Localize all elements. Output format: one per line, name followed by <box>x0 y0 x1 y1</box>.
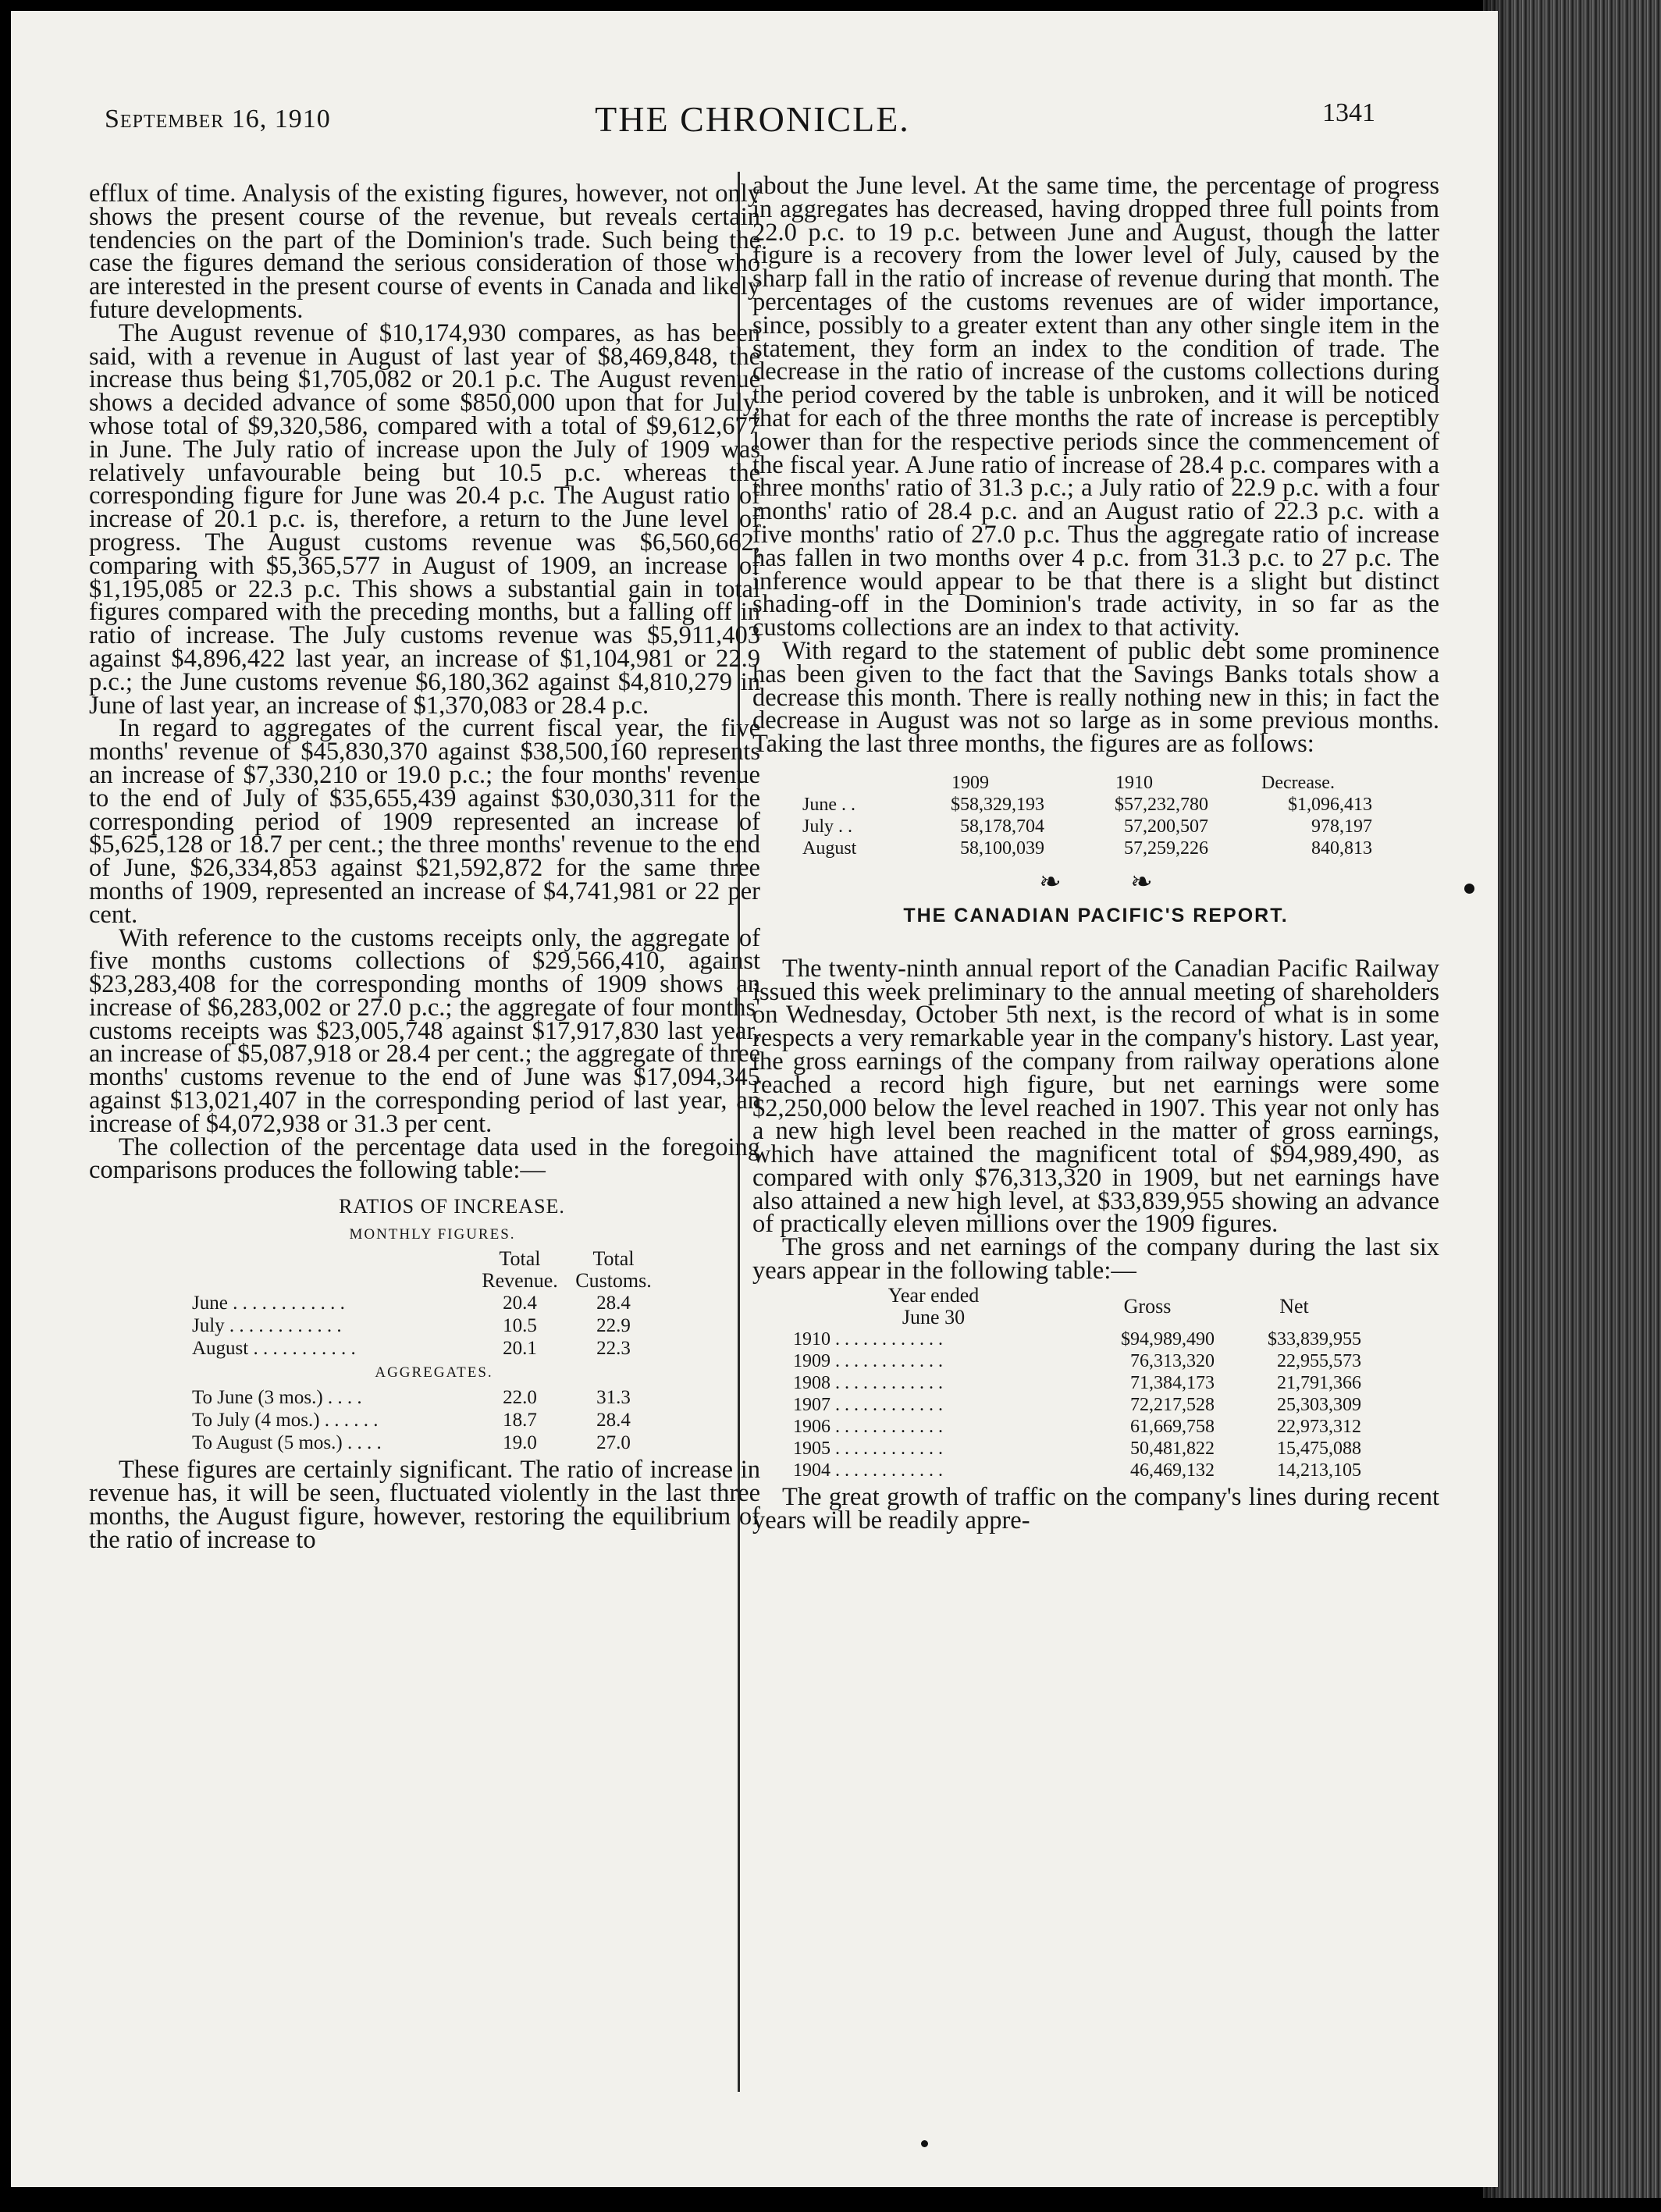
cell-1909: $58,329,193 <box>951 794 1044 815</box>
column-header-line: Revenue. <box>482 1269 558 1293</box>
row-label: To July (4 mos.) . . . . . . <box>192 1410 379 1431</box>
table-row <box>802 794 1380 816</box>
column-header: 1910 <box>1115 772 1153 793</box>
table-row <box>793 1350 1368 1372</box>
cell-customs: 31.3 <box>596 1387 631 1409</box>
row-label: To June (3 mos.) . . . . <box>192 1387 362 1409</box>
paragraph: The August revenue of $10,174,930 compares, as has been said, with a revenue in August of last year of $8,469,848, the increase thus being $1,705,082 or 20.1 p.c. The August revenue shows a decided advance of some $850,000 upon that for July, whose total of $9,320,586, compared with a total of $9,612,677 in June. The July ratio of increase upon the July of 1909 was relatively unfavourable being but 10.5 p.c. whereas the corresponding figure for June was 20.4 p.c. The August ratio of increase of 20.1 p.c. is, therefore, a return to the June level of progress. The August customs revenue was $6,560,662, comparing with $5,365,577 in August of 1909, an increase of $1,195,085 or 22.3 p.c. This shows a substantial gain in total figures compared with the preceding months, but a falling off in ratio of increase. The July customs revenue was $5,911,403 against $4,896,422 last year, an increase of $1,104,981 or 22.9 p.c.; the June customs revenue $6,180,362 against $4,810,279 in June of last year, an increase of $1,370,083 or 28.4 p.c. <box>89 318 760 720</box>
cell-decrease: $1,096,413 <box>1288 794 1372 815</box>
article-headline: THE CANADIAN PACIFIC'S REPORT. <box>903 904 1289 926</box>
table-row <box>793 1372 1368 1394</box>
table-header-row <box>192 1248 660 1292</box>
cell-gross: $94,989,490 <box>1121 1328 1215 1350</box>
table-row <box>793 1328 1368 1350</box>
cell-customs: 27.0 <box>596 1432 631 1454</box>
table-section-row <box>192 1360 660 1386</box>
table-row <box>192 1386 660 1409</box>
cell-1910: $57,232,780 <box>1115 794 1208 815</box>
row-label: June . . <box>802 794 855 815</box>
table-row <box>192 1337 660 1360</box>
table-row <box>802 816 1380 838</box>
row-label: 1908 . . . . . . . . . . . . <box>793 1372 943 1393</box>
column-header <box>473 1248 567 1292</box>
row-label: To August (5 mos.) . . . . <box>192 1432 382 1454</box>
cell-net: 15,475,088 <box>1277 1438 1361 1459</box>
table-title: RATIOS OF INCREASE. <box>339 1195 565 1218</box>
table-row <box>793 1394 1368 1416</box>
table-row <box>192 1431 660 1454</box>
row-label: June . . . . . . . . . . . . <box>192 1293 345 1314</box>
table-row <box>192 1292 660 1314</box>
cell-gross: 71,384,173 <box>1130 1372 1215 1393</box>
paragraph: These figures are certainly significant. The ratio of increase in revenue has, it will be seen, fluctuated violently in the last three months, the August figure, however, restoring the equilibrium of the ratio of increase to <box>89 1456 760 1554</box>
right-column <box>752 172 1439 2204</box>
column-header <box>567 1248 660 1292</box>
cell-1909: 58,100,039 <box>960 838 1044 859</box>
row-label: 1904 . . . . . . . . . . . . <box>793 1460 943 1481</box>
ratios-table-block <box>89 1192 760 1454</box>
header-date: September 16, 1910 <box>105 105 331 133</box>
cell-gross: 76,313,320 <box>1130 1350 1215 1371</box>
cell-revenue: 10.5 <box>503 1315 537 1337</box>
cell-customs: 22.9 <box>596 1315 631 1337</box>
cell-decrease: 978,197 <box>1311 816 1372 837</box>
page-number: 1341 <box>1322 98 1375 127</box>
cell-revenue: 18.7 <box>503 1410 537 1431</box>
masthead-title: THE CHRONICLE. <box>595 99 910 139</box>
ratios-table <box>192 1248 660 1454</box>
column-header: 1909 <box>951 772 989 793</box>
column-header: Net <box>1279 1294 1309 1318</box>
row-label: 1905 . . . . . . . . . . . . <box>793 1438 943 1459</box>
column-header <box>793 1285 1074 1328</box>
table-row <box>192 1314 660 1337</box>
cell-net: 14,213,105 <box>1277 1460 1361 1481</box>
table-row <box>793 1460 1368 1481</box>
column-header-line: June 30 <box>902 1305 966 1328</box>
cell-net: 22,973,312 <box>1277 1416 1361 1437</box>
row-label: July . . <box>802 816 853 837</box>
column-header-line: Total <box>499 1247 541 1271</box>
row-label: August . . . . . . . . . . . <box>192 1338 356 1360</box>
cell-net: $33,839,955 <box>1268 1328 1361 1350</box>
paragraph: about the June level. At the same time, the percentage of progress in aggregates has decreased, having dropped three full points from 22.0 p.c. to 19 p.c. between June and August, though the latter figure is a recovery from the lower level of July, caused by the sharp fall in the ratio of increase of revenue during that month. The percentages of the customs revenues are of wider importance, since, possibly to a greater extent than any other single item in the statement, they form an index to the condition of trade. The decrease in the ratio of increase of the customs collections during the period covered by the table is unbroken, and it will be noticed that for each of the three months the rate of increase is perceptibly lower than for the respective periods since the commencement of the fiscal year. A June ratio of increase of 28.4 p.c. compares with a three months' ratio of 31.3 p.c.; a July ratio of 22.9 p.c. with a four months' ratio of 28.4 p.c. and an August ratio of 22.3 p.c. with a five months' ratio of 27.0 p.c. Thus the aggregate ratio of increase has fallen in two months over 4 p.c. from 31.3 p.c. to 27 p.c. The inference would appear to be that there is a slight but distinct shading-off in the Dominion's trade activity, in so far as the customs collections are an index to that activity. <box>752 172 1439 642</box>
column-header <box>802 772 888 794</box>
table-row <box>802 838 1380 859</box>
paragraph: With regard to the statement of public debt some prominence has been given to the fact that the Savings Banks totals show a decrease this month. There is really nothing new in this; in fact the decrease in August was not so large as in some previous months. Taking the last three months, the figures are as follows: <box>752 636 1439 759</box>
row-label: 1907 . . . . . . . . . . . . <box>793 1394 943 1415</box>
cell-revenue: 20.4 <box>503 1293 537 1314</box>
cell-customs: 28.4 <box>596 1410 631 1431</box>
cell-revenue: 19.0 <box>503 1432 537 1454</box>
cell-gross: 50,481,822 <box>1130 1438 1215 1459</box>
cell-revenue: 22.0 <box>503 1387 537 1409</box>
paragraph: The collection of the percentage data used in the foregoing comparisons produces the following table:— <box>89 1133 760 1185</box>
cell-1910: 57,200,507 <box>1124 816 1208 837</box>
table-header-row <box>802 772 1380 794</box>
cell-customs: 28.4 <box>596 1293 631 1314</box>
ink-speck <box>1464 884 1474 894</box>
paragraph: With reference to the customs receipts only, the aggregate of five months customs collections of $29,566,410, against $23,283,408 for the corresponding months of 1909 shows an increase of $6,283,002 or 27.0 p.c.; the aggregate of four months' customs receipts was $23,005,748 against $17,917,830 last year, an increase of $5,087,918 or 28.4 per cent.; the aggregate of three months' customs revenue to the end of June was $17,094,345 against $13,021,407 in the corresponding period of last year, an increase of $4,072,938 or 31.3 per cent. <box>89 923 760 1138</box>
table-subheading: MONTHLY FIGURES. <box>349 1226 516 1243</box>
table-row <box>192 1409 660 1431</box>
row-label: 1909 . . . . . . . . . . . . <box>793 1350 943 1371</box>
paragraph: In regard to aggregates of the current fiscal year, the five months' revenue of $45,830,370 against $38,500,160 represents an increase of $7,330,210 or 19.0 p.c.; the four months' revenue to the end of July of $35,655,439 against $30,030,311 for the corresponding period of 1909 represented an increase of $5,625,128 or 18.7 per cent.; the three months' revenue to the end of June, $26,334,853 against $21,592,872 for the same three months of 1909, represented an increase of $4,741,981 or 22 per cent. <box>89 714 760 929</box>
left-column <box>89 180 760 2212</box>
cell-gross: 46,469,132 <box>1130 1460 1215 1481</box>
column-header-line: Customs. <box>575 1269 652 1293</box>
row-label: 1906 . . . . . . . . . . . . <box>793 1416 943 1437</box>
cell-1910: 57,259,226 <box>1124 838 1208 859</box>
ink-speck <box>921 2140 928 2147</box>
table-header-row <box>793 1285 1368 1328</box>
cell-decrease: 840,813 <box>1311 838 1372 859</box>
cell-net: 21,791,366 <box>1277 1372 1361 1393</box>
cell-gross: 72,217,528 <box>1130 1394 1215 1415</box>
column-header-line: Year ended <box>887 1283 980 1307</box>
paragraph: The great growth of traffic on the company's lines during recent years will be readily appre- <box>752 1482 1439 1535</box>
cell-gross: 61,669,758 <box>1130 1416 1215 1437</box>
section-ornament-icon: ❧ ❧ <box>1039 867 1184 897</box>
row-label: August <box>802 838 857 859</box>
cell-customs: 22.3 <box>596 1338 631 1360</box>
paragraph: The gross and net earnings of the company during the last six years appear in the following table:— <box>752 1233 1439 1286</box>
column-header-line: Total <box>592 1247 635 1271</box>
cell-net: 22,955,573 <box>1277 1350 1361 1371</box>
cell-net: 25,303,309 <box>1277 1394 1361 1415</box>
paragraph: The twenty-ninth annual report of the Canadian Pacific Railway issued this week preliminary to the annual meeting of shareholders on Wednesday, October 5th next, is the record of what is in some respects a very remarkable year in the company's history. Last year, the gross earnings of the company from railway operations alone reached a record high figure, but net earnings were some $2,250,000 below the level reached in 1907. This year not only has a new high level been reached in the matter of gross earnings, which have attained the magnificent total of $94,989,490, as compared with only $76,313,320 in 1909, but net earnings have also attained a new high level, at $33,839,955 showing an advance of practically eleven millions over the 1909 figures. <box>752 954 1439 1239</box>
column-header: Decrease. <box>1261 772 1335 793</box>
table-subheading: AGGREGATES. <box>375 1364 493 1382</box>
earnings-table <box>793 1285 1368 1481</box>
table-row <box>793 1438 1368 1460</box>
row-label: 1910 . . . . . . . . . . . . <box>793 1328 943 1350</box>
newspaper-page <box>11 11 1498 2187</box>
cell-revenue: 20.1 <box>503 1338 537 1360</box>
table-row <box>793 1416 1368 1438</box>
savings-banks-table <box>802 772 1380 859</box>
column-header: Gross <box>1123 1294 1172 1318</box>
cell-1909: 58,178,704 <box>960 816 1044 837</box>
paragraph: efflux of time. Analysis of the existing figures, however, not only shows the present course of the revenue, but reveals certain tendencies on the part of the Dominion's trade. Such being the case the figures demand the serious consideration of those who are interested in the present course of events in Canada and likely future developments. <box>89 180 760 324</box>
row-label: July . . . . . . . . . . . . <box>192 1315 342 1337</box>
